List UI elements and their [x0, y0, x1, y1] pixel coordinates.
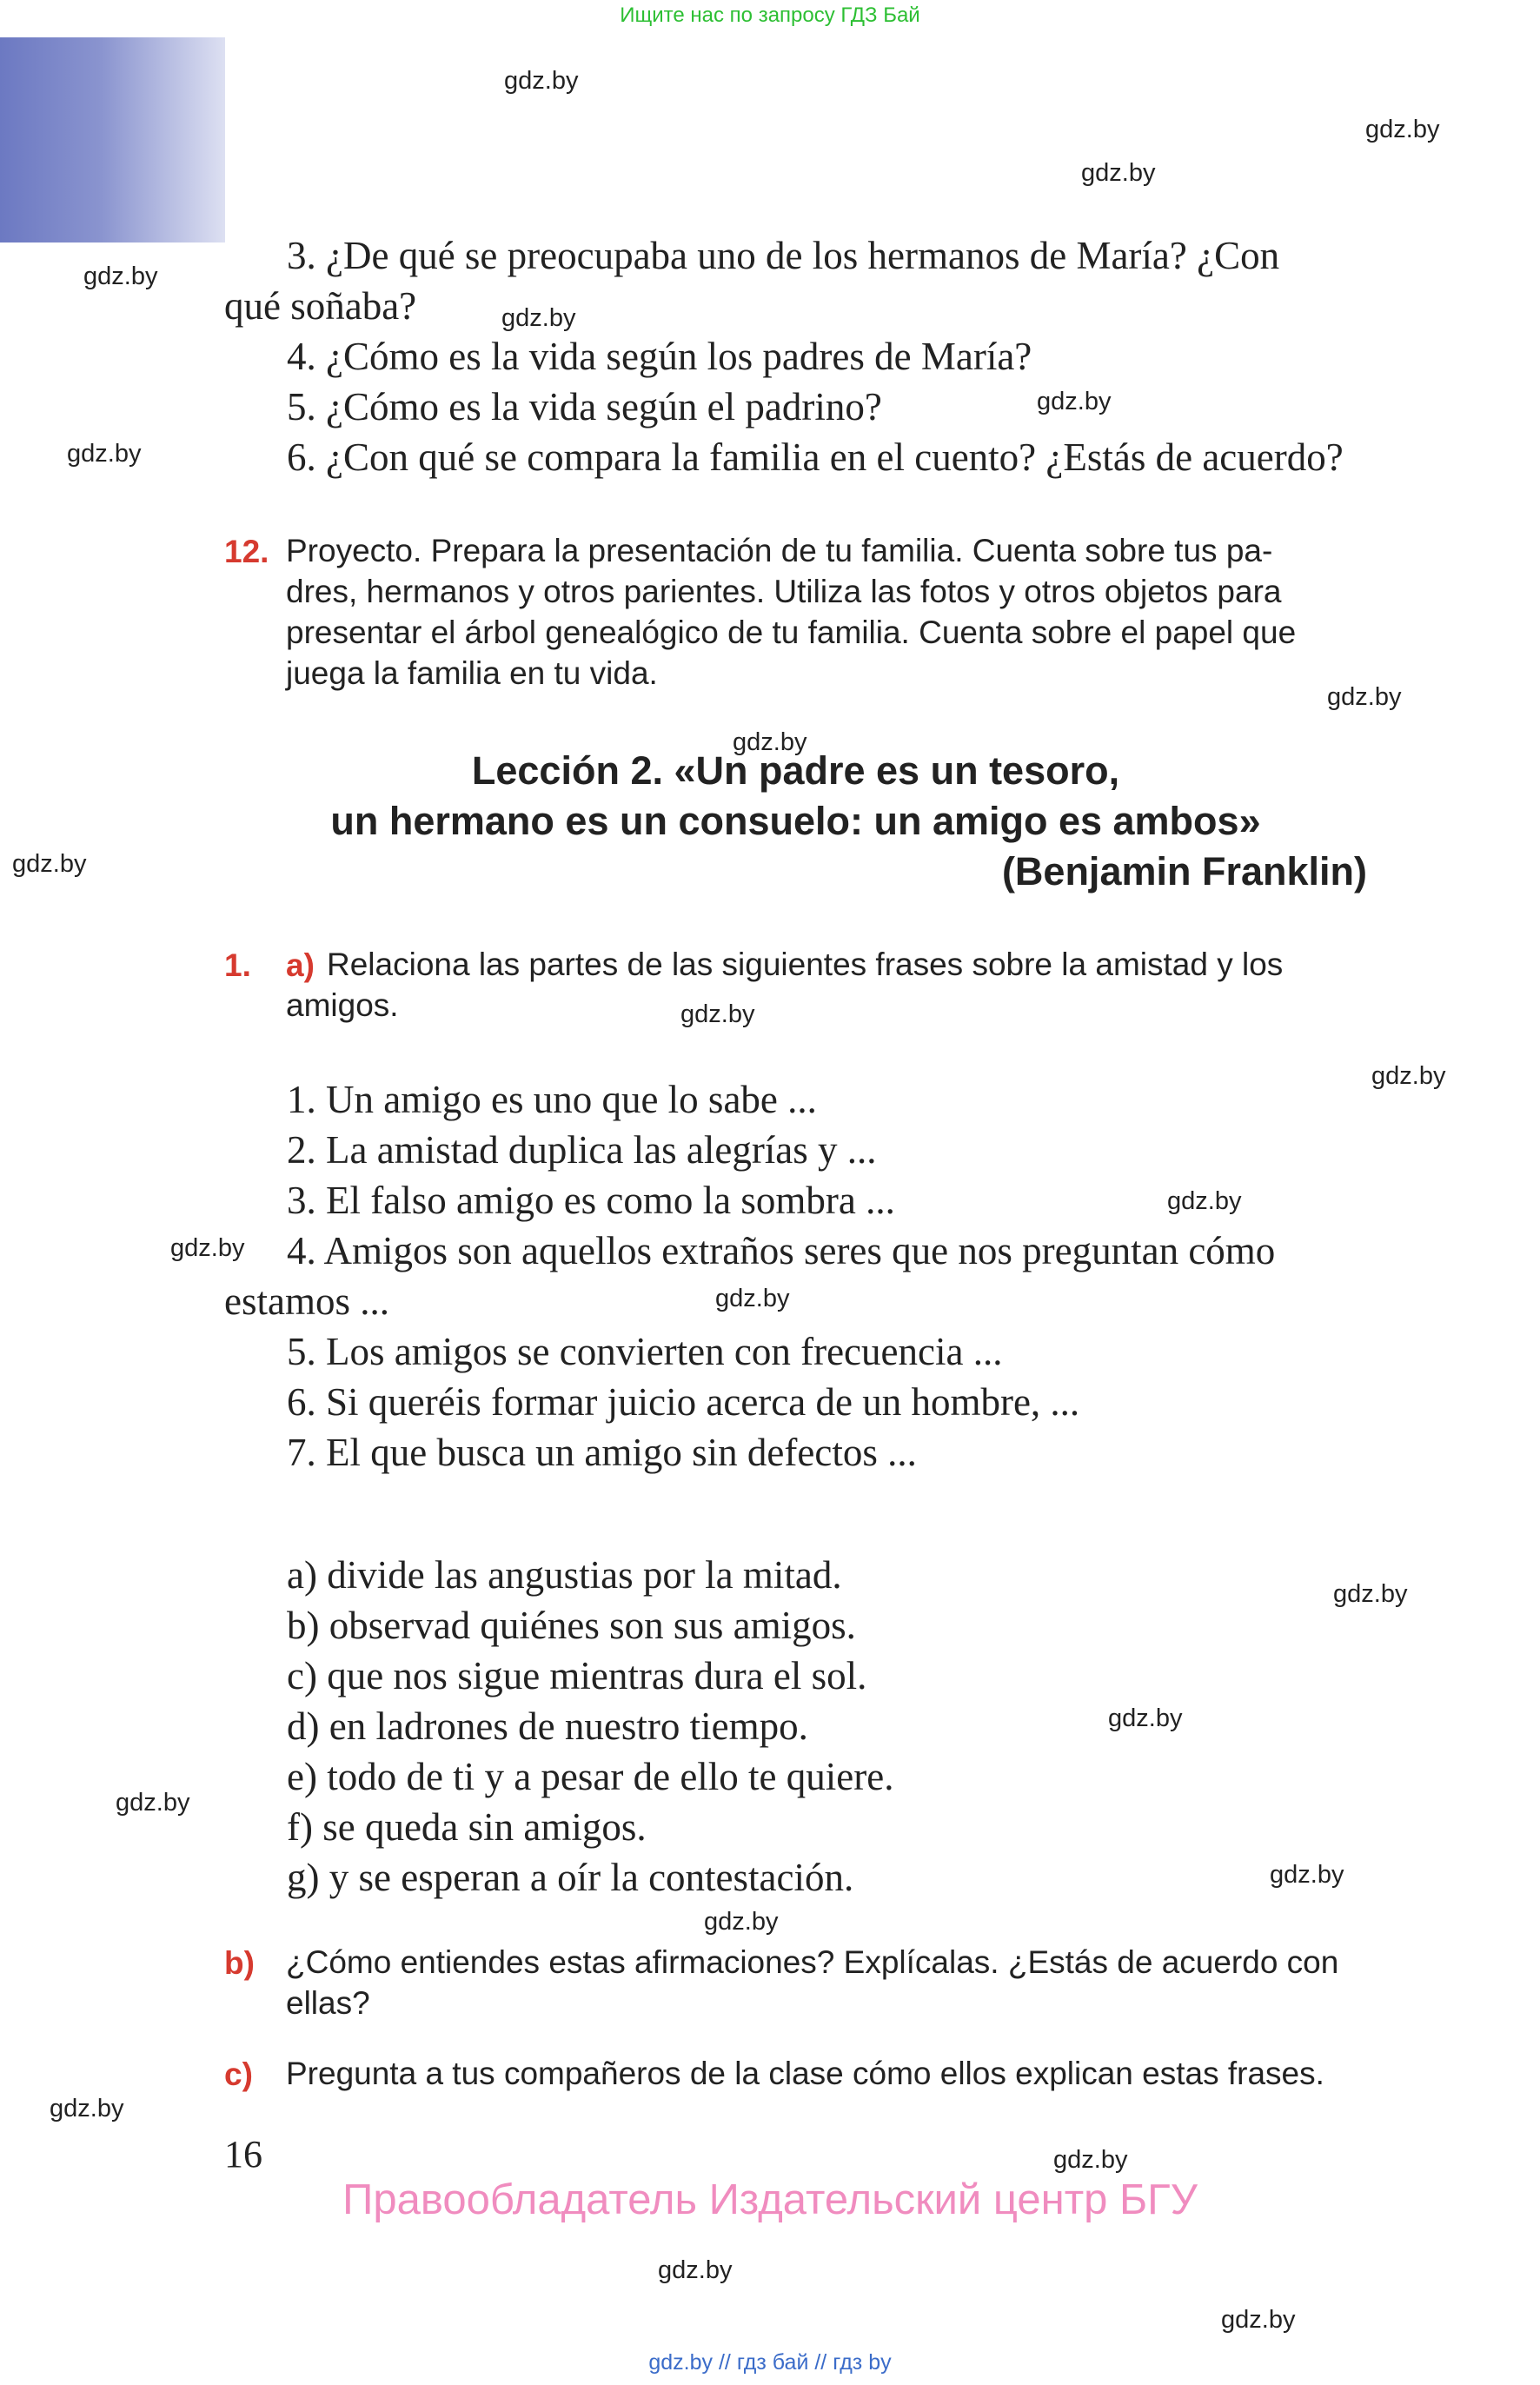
watermark: gdz.by	[67, 440, 142, 468]
watermark: gdz.by	[1333, 1580, 1408, 1608]
ending-item: c) que nos sigue mientras dura el sol.	[287, 1654, 867, 1697]
ending-item: g) y se esperan a oír la contestación.	[287, 1856, 854, 1899]
task-1a-line-2: amigos.	[286, 987, 399, 1023]
lesson-title-author: (Benjamin Franklin)	[1001, 849, 1367, 894]
bottom-links[interactable]: gdz.by // гдз бай // гдз by	[648, 2350, 892, 2375]
task-12-line: Proyecto. Prepara la presentación de tu familia. Cuenta sobre tus pa-	[286, 533, 1273, 568]
phrase-4-line-1: 4. Amigos son aquellos extraños seres que nos preguntan cómo	[287, 1229, 1276, 1272]
watermark: gdz.by	[116, 1789, 190, 1817]
watermark: gdz.by	[1167, 1187, 1242, 1215]
phrase-1: 1. Un amigo es uno que lo sabe ...	[287, 1078, 817, 1121]
watermark: gdz.by	[50, 2095, 124, 2123]
question-6: 6. ¿Con qué se compara la familia en el cuento? ¿Estás de acuerdo?	[287, 435, 1344, 479]
task-12-number: 12.	[224, 534, 269, 569]
watermark: gdz.by	[1221, 2306, 1296, 2334]
ending-item: e) todo de ti y a pesar de ello te quiere.	[287, 1755, 894, 1798]
top-banner: Ищите нас по запросу ГДЗ Бай	[620, 3, 920, 27]
ending-item: d) en ladrones de nuestro tiempo.	[287, 1704, 808, 1748]
page-number: 16	[224, 2133, 262, 2176]
question-3-line-2: qué soñaba?	[224, 284, 417, 328]
watermark: gdz.by	[1081, 159, 1156, 187]
watermark: gdz.by	[1365, 116, 1440, 143]
rights-holder: Правообладатель Издательский центр БГУ	[342, 2176, 1198, 2223]
watermark: gdz.by	[1270, 1861, 1344, 1889]
task-1c-label: c)	[224, 2056, 253, 2092]
phrase-6: 6. Si queréis formar juicio acerca de un hombre, ...	[287, 1380, 1080, 1424]
phrase-2: 2. La amistad duplica las alegrías y ...	[287, 1128, 877, 1172]
ending-item: b) observad quiénes son sus amigos.	[287, 1604, 856, 1647]
task-12-line: presentar el árbol genealógico de tu familia. Cuenta sobre el papel que	[286, 615, 1297, 650]
phrase-7: 7. El que busca un amigo sin defectos ...	[287, 1431, 917, 1474]
watermark: gdz.by	[1371, 1062, 1446, 1090]
task-1a-line-1: Relaciona las partes de las siguientes frases sobre la amistad y los	[327, 947, 1284, 982]
task-1b-line-1: ¿Cómo entiendes estas afirmaciones? Explícalas. ¿Estás de acuerdo con	[286, 1944, 1339, 1980]
question-5: 5. ¿Cómo es la vida según el padrino?	[287, 385, 882, 429]
phrase-3: 3. El falso amigo es como la sombra ...	[287, 1179, 895, 1222]
watermark: gdz.by	[658, 2256, 733, 2284]
task-1c-text: Pregunta a tus compañeros de la clase cómo ellos explican estas frases.	[286, 2056, 1324, 2091]
watermark: gdz.by	[704, 1908, 779, 1936]
task-1a-label: a)	[286, 947, 315, 983]
watermark: gdz.by	[1053, 2146, 1128, 2174]
corner-decoration	[0, 37, 225, 242]
task-1-number: 1.	[224, 947, 251, 983]
watermark: gdz.by	[504, 67, 579, 95]
task-12-line: juega la familia en tu vida.	[286, 655, 658, 691]
watermark: gdz.by	[680, 1000, 755, 1028]
lesson-title-line-2: un hermano es un consuelo: un amigo es ambos»	[330, 799, 1261, 843]
watermark: gdz.by	[501, 304, 576, 332]
watermark: gdz.by	[12, 850, 87, 878]
watermark: gdz.by	[1108, 1704, 1183, 1732]
watermark: gdz.by	[1327, 683, 1402, 711]
lesson-title-line-1: Lección 2. «Un padre es un tesoro,	[471, 748, 1120, 793]
watermark: gdz.by	[733, 728, 807, 756]
task-12-text	[286, 530, 1368, 694]
phrase-4-line-2: estamos ...	[224, 1279, 389, 1323]
question-4: 4. ¿Cómo es la vida según los padres de María?	[287, 335, 1032, 378]
watermark: gdz.by	[170, 1234, 245, 1262]
ending-list	[287, 1550, 893, 1903]
phrase-5: 5. Los amigos se convierten con frecuencia ...	[287, 1330, 1003, 1373]
ending-item: a) divide las angustias por la mitad.	[287, 1553, 842, 1597]
watermark: gdz.by	[1037, 388, 1112, 415]
watermark: gdz.by	[83, 262, 158, 290]
ending-item: f) se queda sin amigos.	[287, 1805, 647, 1849]
task-1b-label: b)	[224, 1945, 255, 1981]
watermark: gdz.by	[715, 1285, 790, 1312]
task-1b-line-2: ellas?	[286, 1985, 370, 2021]
question-3-line-1: 3. ¿De qué se preocupaba uno de los hermanos de María? ¿Con	[287, 234, 1280, 277]
task-12-line: dres, hermanos y otros parientes. Utiliza las fotos y otros objetos para	[286, 574, 1282, 609]
